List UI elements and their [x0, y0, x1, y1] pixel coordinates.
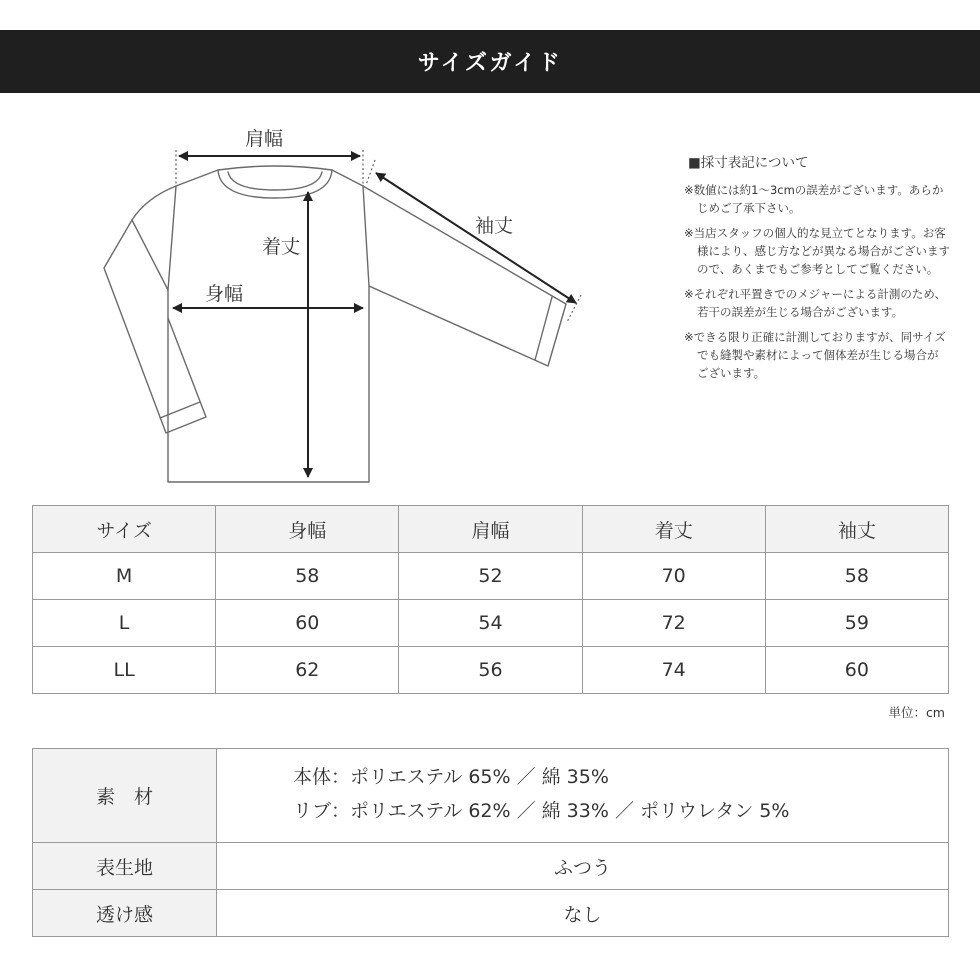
table-header-cell: 身幅 [216, 506, 399, 553]
table-header-cell: サイズ [33, 506, 216, 553]
shirt-outline [104, 166, 566, 482]
note-item [684, 224, 960, 278]
table-cell: 58 [216, 553, 399, 600]
note-line: 様により、感じ方などが異なる場合がございます [697, 244, 950, 258]
table-cell-size: LL [33, 647, 216, 694]
neck-rib [228, 172, 322, 190]
table-cell: 72 [583, 600, 766, 647]
table-cell: 52 [399, 553, 582, 600]
shoulder-width-label: 肩幅 [244, 128, 284, 150]
material-table [32, 748, 949, 937]
table-header-cell: 袖丈 [766, 506, 949, 553]
right-cuff-rib [535, 297, 552, 360]
shirt-diagram [0, 100, 640, 500]
note-line: でも縫製や素材によって個体差が生じる場合が [697, 348, 939, 362]
table-cell: 58 [766, 553, 949, 600]
header-bar [0, 30, 980, 93]
table-cell: 60 [216, 600, 399, 647]
note-item [684, 181, 960, 217]
note-line: じめご了承下さい。 [697, 201, 801, 215]
body-length-label: 着丈 [261, 236, 301, 258]
note-line: ので、あくまでもご参考としてご覧ください。 [697, 262, 939, 276]
note-line: ※それぞれ平置きでのメジャーによる計測のため、 [684, 287, 946, 301]
note-item [684, 285, 960, 321]
table-cell: 74 [583, 647, 766, 694]
notes-list [684, 181, 960, 382]
table-cell-size: L [33, 600, 216, 647]
chest-width-label: 身幅 [204, 283, 244, 305]
sheerness-value: なし [217, 890, 949, 937]
back-neckline [218, 166, 332, 170]
front-neckline [218, 170, 332, 198]
sleeve-start-guide [366, 160, 375, 185]
note-line: ※数値には約1〜3cmの誤差がございます。あらか [684, 183, 944, 197]
table-header-cell: 着丈 [583, 506, 766, 553]
fabric-label: 表生地 [33, 843, 217, 890]
table-cell-size: M [33, 553, 216, 600]
right-shoulder-line [332, 170, 363, 186]
table-cell: 62 [216, 647, 399, 694]
note-line: 若干の誤差が生じる場合がございます。 [697, 305, 904, 319]
left-shoulder-line [176, 170, 218, 186]
note-line: ※できる限り正確に計測しておりますが、同サイズ [684, 330, 946, 344]
sleeve-length-arrow [376, 173, 576, 303]
table-cell: 70 [583, 553, 766, 600]
sleeve-length-label: 袖丈 [474, 215, 514, 237]
left-sleeve [104, 186, 206, 433]
page-title: サイズガイド [417, 51, 563, 76]
table-cell: 56 [399, 647, 582, 694]
measurement-notes [684, 153, 960, 393]
left-cuff-rib [160, 402, 200, 418]
material-line: 本体：ポリエステル 65% ／ 綿 35% [293, 765, 609, 788]
unit-note: 単位：cm [888, 705, 945, 720]
material-value [217, 749, 949, 843]
sheerness-label: 透け感 [33, 890, 217, 937]
notes-heading: ■採寸表記について [688, 155, 809, 171]
size-table [32, 505, 949, 694]
fabric-value: ふつう [217, 843, 949, 890]
table-header-cell: 肩幅 [399, 506, 582, 553]
body-outline [168, 186, 369, 482]
table-cell: 54 [399, 600, 582, 647]
note-item [684, 328, 960, 382]
note-line: ございます。 [697, 366, 766, 380]
measure-arrows [173, 156, 576, 477]
material-label: 素 材 [33, 749, 217, 843]
table-cell: 60 [766, 647, 949, 694]
note-line: ※当店スタッフの個人的な見立てとなります。お客 [684, 226, 946, 240]
left-sleeve-seam [132, 220, 168, 290]
material-line: リブ：ポリエステル 62% ／ 綿 33% ／ ポリウレタン 5% [293, 799, 790, 822]
table-cell: 59 [766, 600, 949, 647]
